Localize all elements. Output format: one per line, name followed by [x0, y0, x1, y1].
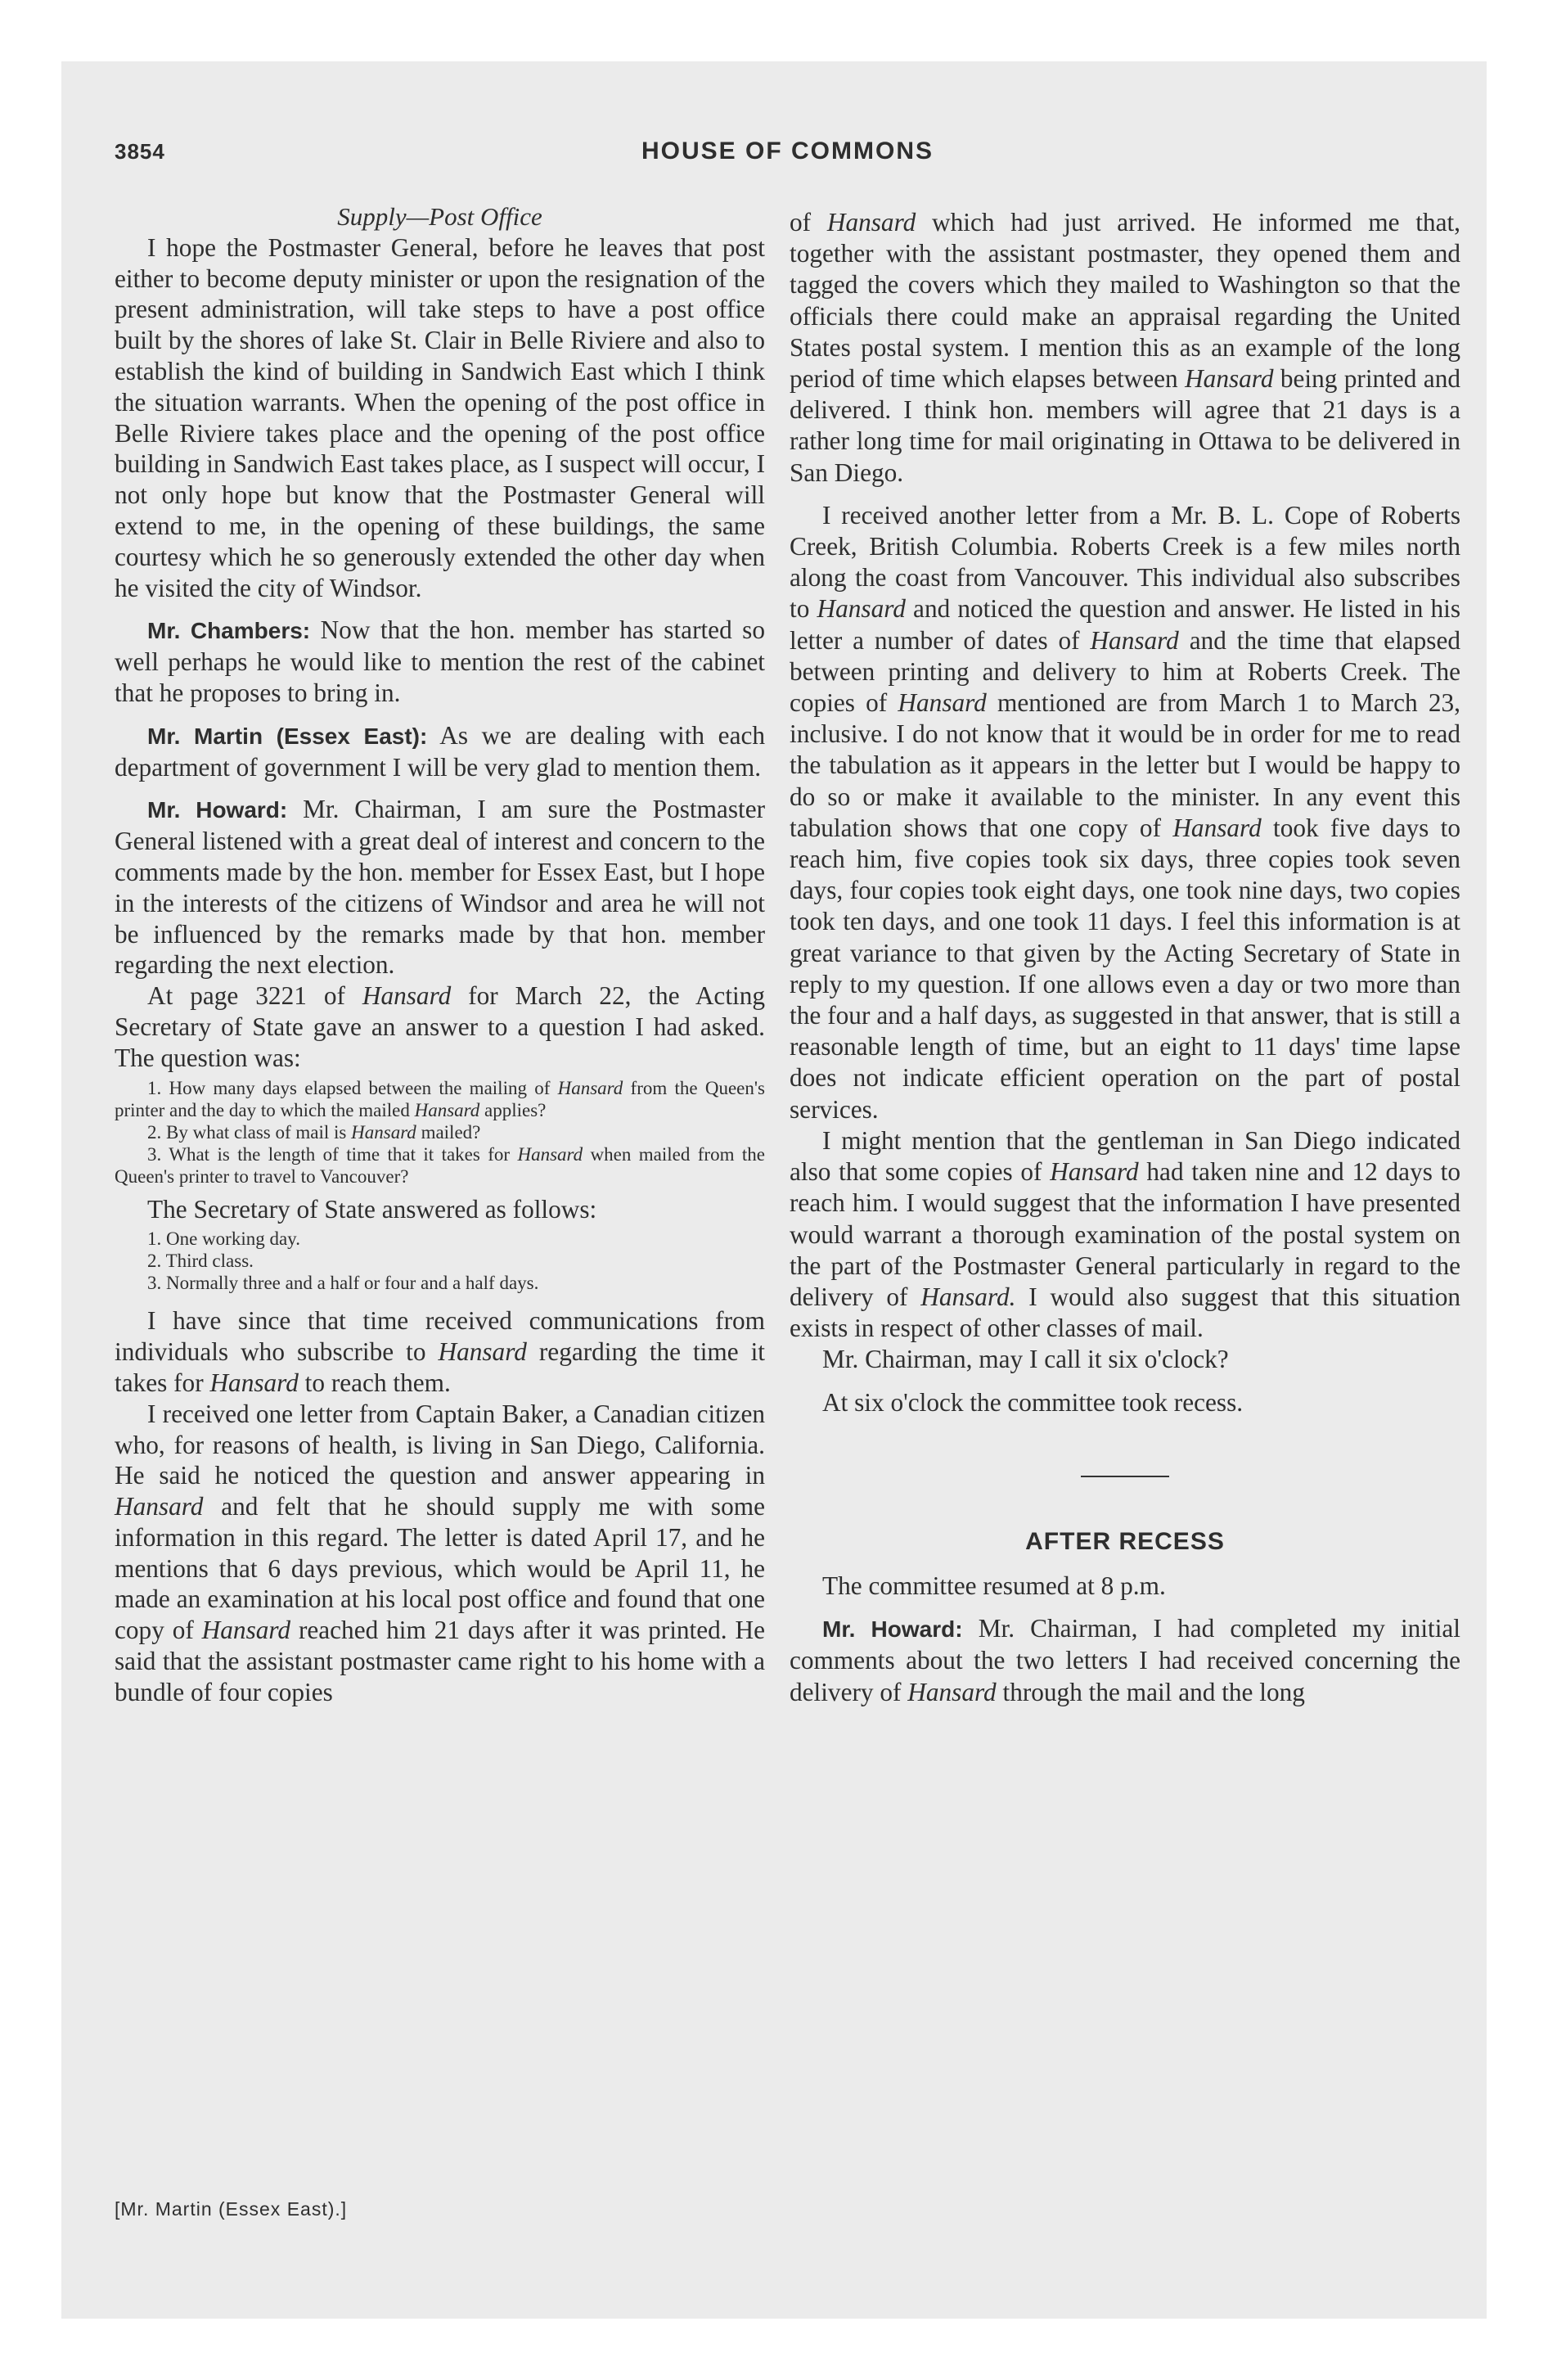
paragraph: At page 3221 of Hansard for March 22, the Acting Secretary of State gave an answer to a question I had asked. The question was: — [115, 981, 766, 1072]
paragraph: of Hansard which had just arrived. He informed me that, together with the assistant postmaster, they opened them and tagged the covers which they mailed to Washington so that the officials there could make an appraisal regarding the United States postal system. I mention this as an example of the long period of time which elapses between Hansard being printed and delivered. I think hon. members will agree that 21 days is a rather long time for mail originating in Ottawa to be delivered in San Diego. — [790, 208, 1460, 487]
paragraph: I received one letter from Captain Baker, a Canadian citizen who, for reasons of health, is living in San Diego, California. He said he noticed the question and answer appearing in Hansard and felt that he should supply me with some information in this regard. The letter is dated April 17, and he mentions that 6 days previous, which would be April 11, he made an examination at his local post office and found that one copy of Hansard reached him 21 days after it was printed. He said that the assistant postmaster came right to his home with a bundle of four copies — [115, 1399, 765, 1706]
page-footer: [Mr. Martin (Essex East).] — [115, 2198, 348, 2220]
paragraph: Mr. Howard: Mr. Chairman, I had completed my initial comments about the two letters I had received concerning the delivery of Hansard through the mail and the long — [790, 1614, 1461, 1706]
left-column — [115, 201, 765, 1708]
quote-line: 1. One working day. — [147, 1228, 300, 1250]
right-column — [790, 207, 1460, 1708]
speaker-name: Mr. Howard: — [147, 797, 288, 823]
paragraph: Mr. Chairman, may I call it six o'clock? — [822, 1345, 1229, 1374]
paragraph: The committee resumed at 8 p.m. — [822, 1571, 1166, 1600]
paragraph: I have since that time received communications from individuals who subscribe to Hansard regarding the time it takes for Hansard to reach them. — [115, 1306, 765, 1397]
paragraph: Mr. Howard: Mr. Chairman, I am sure the Postmaster General listened with a great deal of interest and concern to the comments made by the hon. member for Essex East, but I hope in the interests of the citizens of Windsor and area he will not be influenced by the remarks made by that hon. member regarding the next election. — [115, 795, 766, 980]
page-content — [115, 137, 1460, 2233]
running-head: HOUSE OF COMMONS — [641, 137, 934, 165]
paragraph: I received another letter from a Mr. B. L. Cope of Roberts Creek, British Columbia. Roberts Creek is a few miles north along the coast from Vancouver. This individual also subscribes to Hansard and noticed the question and answer. He listed in his letter a number of dates of Hansard and the time that elapsed between printing and delivery to him at Roberts Creek. The copies of Hansard mentioned are from March 1 to March 23, inclusive. I do not know that it would be in order for me to read the tabulation as it appears in the letter but I would be happy to do so or make it available to the minister. In any event this tabulation shows that one copy of Hansard took five days to reach him, five copies took six days, three copies took seven days, four copies took eight days, one took nine days, two copies took ten days, and one took 11 days. I feel this information is at great variance to that given by the Acting Secretary of State in reply to my question. If one allows even a day or two more than the four and a half days, as suggested in that answer, that is still a reasonable length of time, but an eight to 11 days' time lapse does not indicate efficient operation on the part of postal services. — [790, 500, 1461, 1124]
quote-line: 3. Normally three and a half or four and a half days. — [147, 1273, 539, 1294]
paragraph: Mr. Martin (Essex East): As we are dealing with each department of government I will be very glad to mention them. — [115, 720, 766, 782]
paragraph: At six o'clock the committee took recess. — [822, 1387, 1244, 1417]
quote-line: 2. Third class. — [147, 1251, 254, 1272]
speaker-name: Mr. Howard: — [822, 1616, 963, 1643]
quote-line: 2. By what class of mail is Hansard mailed? — [147, 1121, 481, 1143]
page-header — [115, 137, 1460, 170]
quote-line: 1. How many days elapsed between the mailing of Hansard from the Queen's printer and the day to which the mailed Hansard applies? — [115, 1077, 765, 1120]
answer-quote — [115, 1228, 765, 1294]
paragraph: The Secretary of State answered as follows: — [147, 1194, 597, 1224]
speaker-name: Mr. Martin (Essex East): — [147, 723, 428, 749]
speaker-name: Mr. Chambers: — [147, 618, 311, 644]
paragraph: I might mention that the gentleman in San Diego indicated also that some copies of Hansard had taken nine and 12 days to reach him. I would suggest that the information I have presented would warrant a thorough examination of the postal system on the part of the Postmaster General particularly in regard to the delivery of Hansard. I would also suggest that this situation exists in respect of other classes of mail. — [790, 1125, 1461, 1343]
paragraph: I hope the Postmaster General, before he leaves that post either to become deputy minister or upon the resignation of the present administration, will take steps to have a post office built by the shores of lake St. Clair in Belle Riviere and also to establish the kind of building in Sandwich East which I think the situation warrants. When the opening of the post office in Belle Riviere takes place and the opening of the post office building in Sandwich East takes place, as I suspect will occur, I not only hope but know that the Postmaster General will extend to me, in the opening of these buildings, the same courtesy which he so generously extended the other day when he visited the city of Windsor. — [115, 232, 765, 602]
page-number: 3854 — [115, 139, 165, 164]
quote-line: 3. What is the length of time that it takes for Hansard when mailed from the Queen's printer to travel to Vancouver? — [115, 1143, 765, 1187]
after-recess-heading: AFTER RECESS — [1025, 1527, 1225, 1555]
paragraph: Mr. Chambers: Now that the hon. member has started so well perhaps he would like to mention the rest of the cabinet that he proposes to bring in. — [115, 615, 765, 707]
section-divider — [1081, 1476, 1169, 1477]
subject-heading: Supply—Post Office — [337, 202, 542, 231]
question-quote — [115, 1077, 765, 1188]
